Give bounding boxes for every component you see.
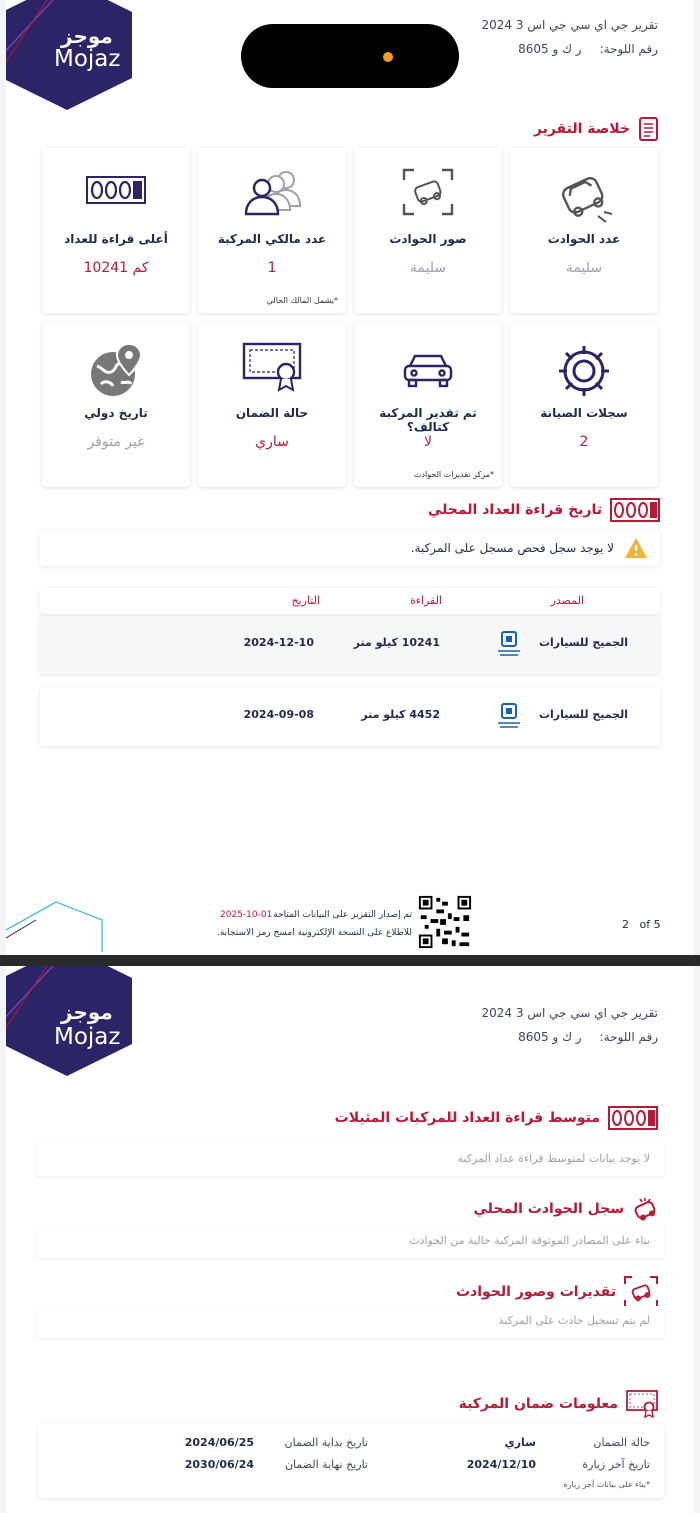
warranty-end-value: 2030/06/24 bbox=[184, 1458, 254, 1471]
aljomaih-logo-icon bbox=[496, 702, 522, 730]
col-source: المصدر bbox=[550, 594, 584, 607]
estimates-heading bbox=[456, 1276, 658, 1308]
local-accidents-heading bbox=[474, 1196, 659, 1222]
summary-title: خلاصة التقرير bbox=[533, 121, 630, 137]
odometer-icon bbox=[608, 1106, 658, 1130]
logo-english-text: Mojaz bbox=[54, 46, 121, 72]
plate-row bbox=[518, 42, 658, 56]
card-note: *مركز تقديرات الحوادث bbox=[413, 470, 494, 479]
car-crash-icon bbox=[554, 168, 614, 226]
plate-label: رقم اللوحة: bbox=[599, 42, 658, 56]
card-label: أعلى قراءة للعداد bbox=[64, 232, 168, 246]
card-accidents-count bbox=[510, 148, 658, 313]
alert-text: لا يوجد سجل فحص مسجل على المركبة. bbox=[410, 541, 614, 555]
col-reading: القراءة bbox=[409, 594, 442, 607]
report-title: تقرير جي اي سي جي اس 3 2024 bbox=[481, 18, 658, 32]
row-source: الجميح للسيارات bbox=[538, 708, 628, 721]
card-total-loss bbox=[354, 322, 502, 487]
col-date: التاريخ bbox=[291, 594, 320, 607]
warranty-start-label: تاريخ بداية الضمان bbox=[284, 1436, 368, 1449]
card-label: تاريخ دولي bbox=[84, 406, 148, 420]
card-value: 1 bbox=[267, 260, 277, 276]
odometer-title: تاريخ قراءة العداد المحلي bbox=[427, 502, 602, 518]
plate-label: رقم اللوحة: bbox=[599, 1030, 658, 1044]
plate-value: ر ك و 8605 bbox=[518, 42, 582, 56]
accident-photo-icon bbox=[402, 168, 454, 216]
card-label: عدد الحوادث bbox=[547, 232, 621, 246]
logo-arabic-text: موجز bbox=[61, 1000, 113, 1024]
report-page-3 bbox=[6, 966, 694, 1513]
row-reading: 4452 كيلو متر bbox=[361, 708, 440, 721]
card-label: صور الحوادث bbox=[389, 232, 467, 246]
avg-odometer-heading bbox=[335, 1106, 658, 1130]
odometer-icon bbox=[610, 498, 660, 522]
car-icon bbox=[402, 350, 454, 390]
certificate-icon bbox=[626, 1390, 658, 1418]
warranty-status-label: حالة الضمان bbox=[593, 1436, 650, 1449]
warning-icon bbox=[624, 537, 648, 559]
warranty-heading bbox=[459, 1390, 658, 1418]
logo-english-text: Mojaz bbox=[54, 1024, 121, 1050]
card-label: سجلات الصيانة bbox=[540, 406, 628, 420]
footer-scan-text: للاطلاع على النسخة الإلكترونية امسح رمز الاستجابة. bbox=[217, 928, 412, 938]
local-accidents-title: سجل الحوادث المحلي bbox=[473, 1201, 624, 1217]
last-visit-value: 2024/12/10 bbox=[466, 1458, 536, 1471]
card-max-odometer bbox=[42, 148, 190, 313]
owners-icon bbox=[240, 168, 304, 216]
report-page-2 bbox=[6, 0, 694, 955]
globe-icon bbox=[87, 342, 145, 400]
card-value: 10241 كم bbox=[83, 260, 149, 276]
qr-code[interactable] bbox=[416, 894, 474, 950]
footer-issued-text: تم إصدار التقرير على البيانات المتاحة bbox=[273, 910, 412, 920]
card-label: تم تقدير المركبة كتالف؟ bbox=[379, 406, 477, 434]
row-date: 2024-12-10 bbox=[243, 636, 314, 649]
card-warranty-status bbox=[198, 322, 346, 487]
warranty-status-value: ساري bbox=[504, 1436, 536, 1449]
card-international-history bbox=[42, 322, 190, 487]
card-note: *يشمل المالك الحالي bbox=[266, 296, 338, 305]
odometer-table-header bbox=[40, 588, 660, 614]
row-source: الجميح للسيارات bbox=[538, 636, 628, 649]
page-separator bbox=[0, 955, 700, 966]
estimates-text: لم يتم تسجيل حادث على المركبة bbox=[36, 1306, 664, 1338]
odometer-heading bbox=[428, 498, 660, 522]
report-title: تقرير جي اي سي جي اس 3 2024 bbox=[481, 1006, 658, 1020]
card-accident-photos bbox=[354, 148, 502, 313]
warranty-info-box bbox=[38, 1424, 664, 1498]
no-inspection-alert bbox=[40, 530, 660, 566]
table-row bbox=[40, 616, 660, 674]
footer-date: 2025-10-01 bbox=[220, 910, 273, 920]
plate-value: ر ك و 8605 bbox=[518, 1030, 582, 1044]
logo-arabic-text: موجز bbox=[61, 24, 113, 48]
warranty-start-value: 2024/06/25 bbox=[184, 1436, 254, 1449]
estimates-title: تقديرات وصور الحوادث bbox=[455, 1284, 616, 1300]
page-number: 2 of 5 bbox=[622, 918, 661, 931]
card-value: ساري bbox=[255, 434, 289, 450]
page-footer bbox=[6, 890, 694, 952]
aljomaih-logo-icon bbox=[496, 630, 522, 658]
card-value: 2 bbox=[579, 434, 589, 450]
card-label: حالة الضمان bbox=[235, 406, 309, 420]
warranty-title: معلومات ضمان المركبة bbox=[458, 1396, 618, 1412]
summary-cards bbox=[40, 148, 664, 493]
card-owners-count bbox=[198, 148, 346, 313]
local-accidents-text: بناء على المصادر الموثوقة المركبة خالية من الحوادث bbox=[36, 1226, 664, 1258]
camera-notch bbox=[241, 24, 459, 88]
odometer-icon bbox=[86, 176, 146, 206]
card-value: غير متوفر bbox=[87, 434, 145, 450]
summary-heading bbox=[534, 116, 660, 142]
report-doc-icon bbox=[638, 116, 660, 142]
car-crash-icon bbox=[632, 1196, 658, 1222]
avg-title: متوسط قراءة العداد للمركبات المثيلات bbox=[334, 1110, 600, 1126]
table-row bbox=[40, 688, 660, 746]
plate-row bbox=[518, 1030, 658, 1044]
card-value: سليمة bbox=[409, 260, 447, 276]
warranty-note: *بناء على بيانات آخر زيارة bbox=[563, 1480, 650, 1489]
last-visit-label: تاريخ آخر زيارة bbox=[582, 1458, 650, 1471]
gear-icon bbox=[555, 342, 613, 400]
card-value: لا bbox=[424, 434, 432, 450]
certificate-icon bbox=[242, 342, 302, 392]
avg-no-data: لا يوجد بيانات لمتوسط قراءة عداد المركبة bbox=[36, 1144, 664, 1176]
accident-photo-icon bbox=[624, 1276, 658, 1308]
card-maintenance-records bbox=[510, 322, 658, 487]
card-value: سليمة bbox=[565, 260, 603, 276]
row-date: 2024-09-08 bbox=[243, 708, 314, 721]
row-reading: 10241 كيلو متر bbox=[353, 636, 440, 649]
card-label: عدد مالكي المركبة bbox=[217, 232, 327, 246]
decorative-hexagon-lines bbox=[6, 890, 116, 952]
warranty-end-label: تاريخ نهاية الضمان bbox=[284, 1458, 368, 1471]
